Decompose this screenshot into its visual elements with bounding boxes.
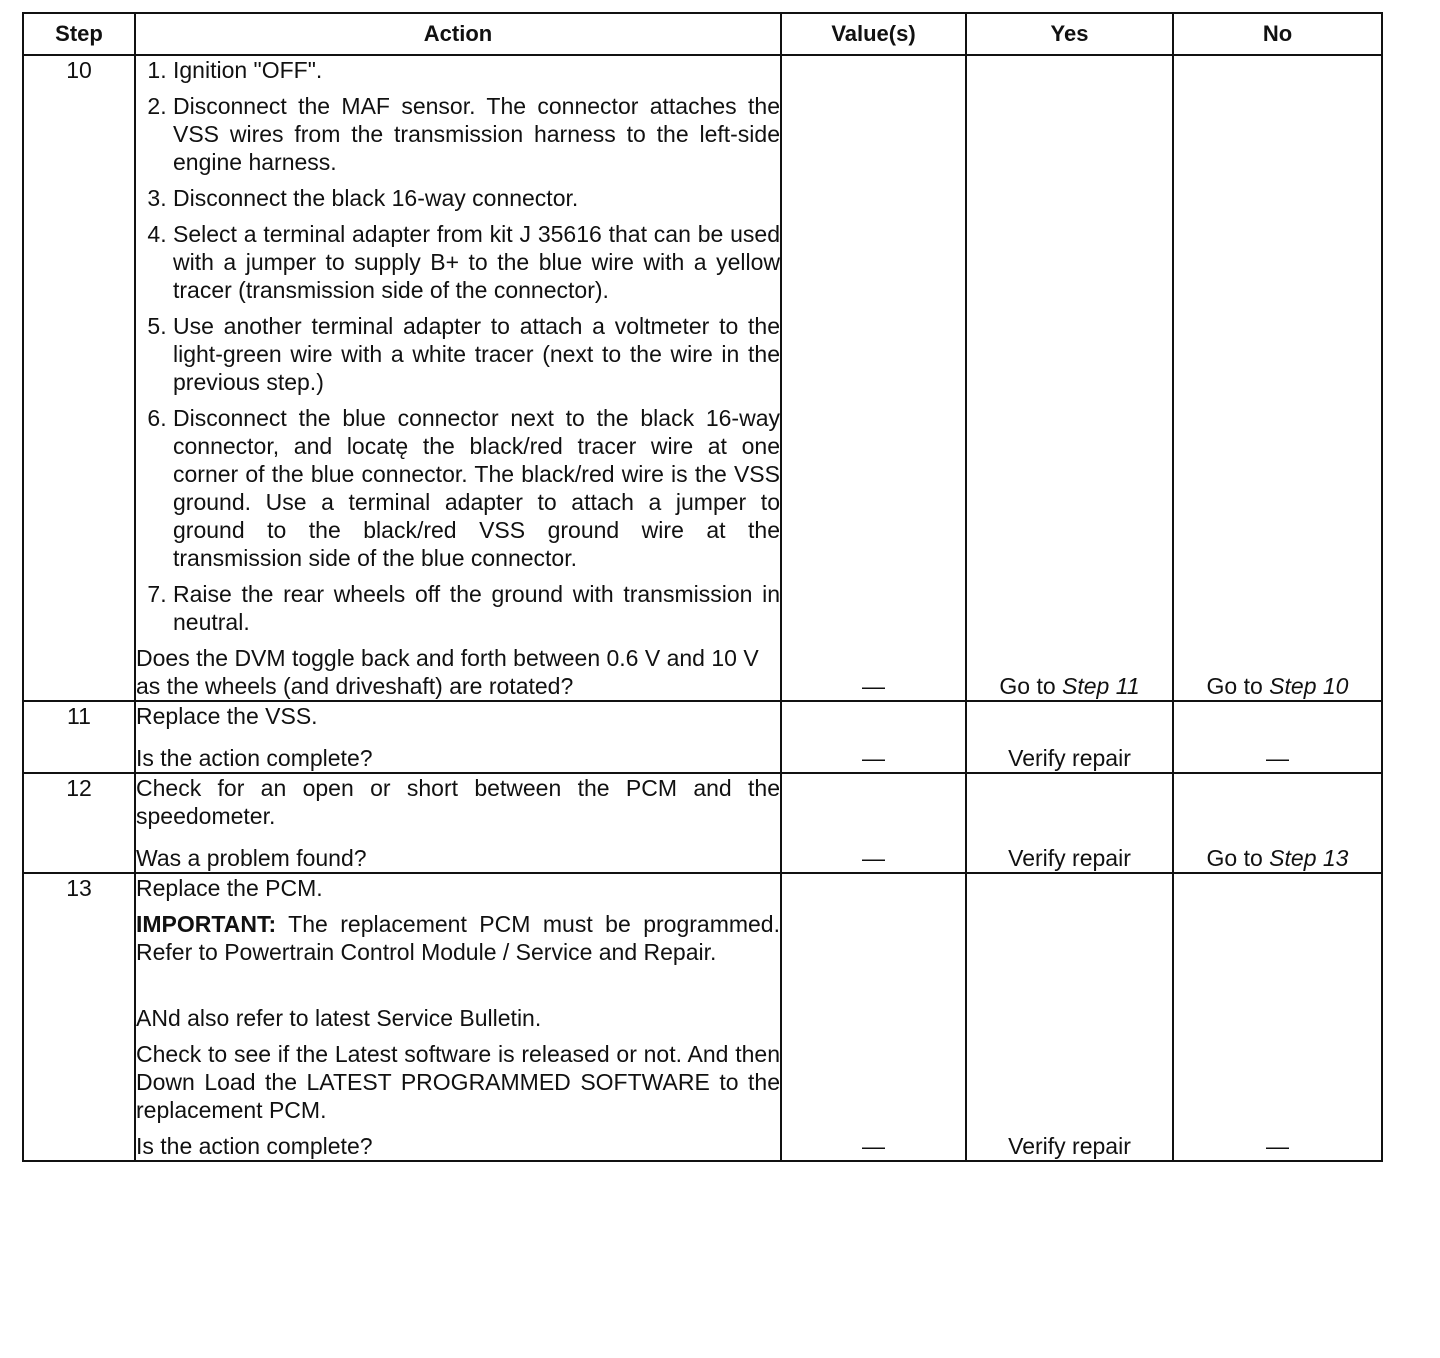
bulletin-text: ANd also refer to latest Service Bulletin.	[136, 1005, 542, 1031]
step-number: 11	[23, 701, 135, 773]
yes-cell	[966, 55, 1173, 701]
header-no: No	[1173, 13, 1382, 55]
action-question: Does the DVM toggle back and forth between 0.6 V and 10 V as the wheels (and driveshaft) are rotated?	[136, 645, 759, 699]
no-step-link[interactable]: Step 13	[1269, 845, 1349, 871]
action-cell	[135, 701, 781, 773]
step-number: 10	[23, 55, 135, 701]
important-label: IMPORTANT:	[136, 911, 277, 937]
diagnostic-table	[22, 12, 1383, 1162]
action-cell	[135, 773, 781, 873]
no-cell	[1173, 773, 1382, 873]
no-step-link[interactable]: Step 10	[1269, 673, 1349, 699]
action-question: Was a problem found?	[136, 845, 367, 871]
header-yes: Yes	[966, 13, 1173, 55]
action-step: 5. Use another terminal adapter to attach a voltmeter to the light-green wire with a white tracer (next to the wire in the previous step.)	[173, 312, 780, 396]
action-cell	[135, 55, 781, 701]
action-step: 3. Disconnect the black 16-way connector.	[173, 184, 780, 212]
important-note	[136, 910, 780, 966]
table-row-step-12	[23, 773, 1382, 873]
no-prefix: Go to	[1206, 673, 1270, 699]
action-question: Is the action complete?	[136, 1133, 373, 1159]
table-row-step-11	[23, 701, 1382, 773]
value-cell: —	[781, 55, 966, 701]
no-prefix: Go to	[1206, 845, 1270, 871]
value-cell: —	[781, 701, 966, 773]
value-cell: —	[781, 873, 966, 1161]
yes-cell: Verify repair	[966, 701, 1173, 773]
yes-prefix: Go to	[999, 673, 1063, 699]
header-values: Value(s)	[781, 13, 966, 55]
spacer	[136, 974, 780, 1004]
yes-cell: Verify repair	[966, 873, 1173, 1161]
action-step: 2. Disconnect the MAF sensor. The connector attaches the VSS wires from the transmission harness to the left-side engine harness.	[173, 92, 780, 176]
action-question: Is the action complete?	[136, 745, 373, 771]
no-cell: —	[1173, 873, 1382, 1161]
action-text: Replace the VSS.	[136, 703, 318, 729]
important-text: The replacement PCM must be programmed. Refer to Powertrain Control Module / Service and Repair.	[136, 911, 780, 965]
yes-step-link[interactable]: Step 11	[1062, 673, 1140, 699]
step-number: 13	[23, 873, 135, 1161]
action-step: 4. Select a terminal adapter from kit J 35616 that can be used with a jumper to supply B+ to the blue wire with a yellow tracer (transmission side of the connector).	[173, 220, 780, 304]
header-action: Action	[135, 13, 781, 55]
header-step: Step	[23, 13, 135, 55]
action-step: 6. Disconnect the blue connector next to the black 16-way connector, and locatę the black/red tracer wire at one corner of the blue connector. The black/red wire is the VSS ground. Use a terminal adapter to attach a jumper to ground to the black/red VSS ground wire at the transmission side of the blue connector.	[173, 404, 780, 572]
no-cell	[1173, 55, 1382, 701]
software-text: Check to see if the Latest software is released or not. And then Down Load the LATEST PROGRAMMED SOFTWARE to the replacement PCM.	[136, 1041, 780, 1123]
action-cell	[135, 873, 781, 1161]
no-cell: —	[1173, 701, 1382, 773]
action-steps-list	[136, 56, 780, 636]
table-row-step-10	[23, 55, 1382, 701]
header-row	[23, 13, 1382, 55]
value-cell: —	[781, 773, 966, 873]
table-row-step-13	[23, 873, 1382, 1161]
action-text: Check for an open or short between the PCM and the speedometer.	[136, 775, 780, 829]
step-number: 12	[23, 773, 135, 873]
action-step: 7. Raise the rear wheels off the ground with transmission in neutral.	[173, 580, 780, 636]
action-text: Replace the PCM.	[136, 875, 323, 901]
action-step: 1. Ignition "OFF".	[173, 56, 780, 84]
yes-cell: Verify repair	[966, 773, 1173, 873]
